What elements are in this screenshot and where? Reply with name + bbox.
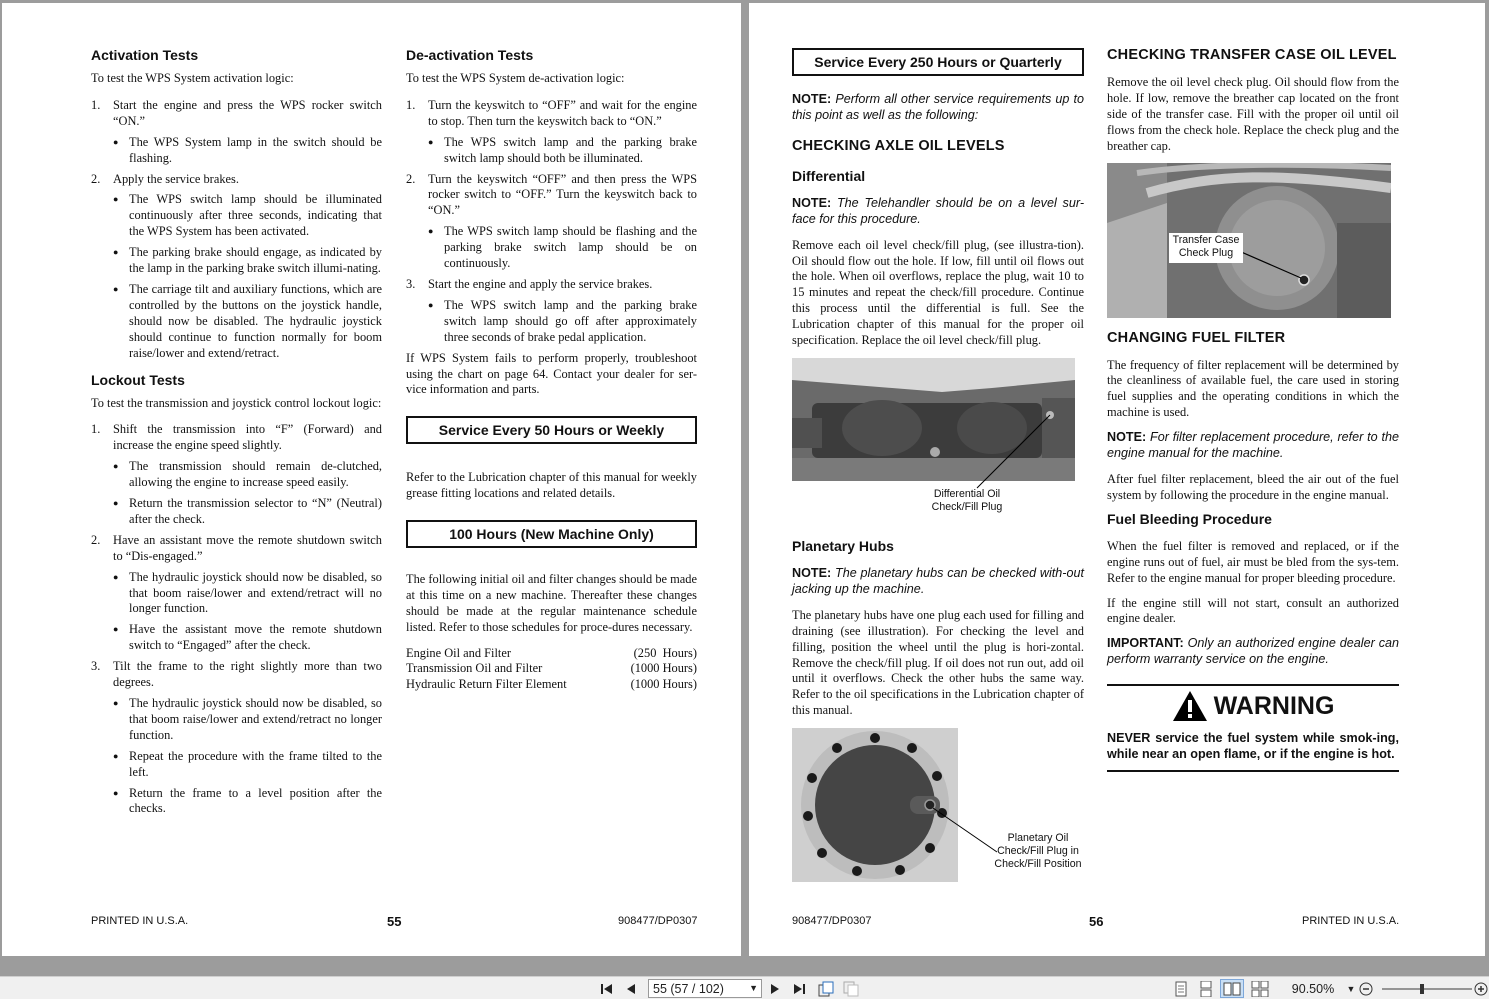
bullet-list [113,459,382,528]
bullet-item: ● Have the assistant move the remote shutdown switch to “Engaged” after the check. [113,622,382,654]
service-50-hours-heading: Service Every 50 Hours or Weekly [406,416,697,444]
engine-dealer-paragraph: If the engine still will not start, consult an authorized engine dealer. [1107,595,1399,626]
step-number: 3. [91,659,101,674]
deactivation-intro: To test the WPS System de-activation logic: [406,71,625,85]
warning-text: NEVER service the fuel system while smok-ing, while near an open flame, or if the engine is hot. [1107,731,1399,762]
fuel-bleeding-paragraph: When the fuel filter is removed and replaced, or if the engine runs out of fuel, air must be bled from the sys-tem. Refer to the engine manual for proper bleeding procedure. [1107,538,1399,585]
left-column-2 [406,47,697,693]
step-item [91,422,382,527]
viewer-toolbar [0,976,1489,999]
step-text: Apply the service brakes. [113,171,239,186]
warning-triangle-icon [1172,690,1208,722]
bullet-item: ● The WPS switch lamp should be illuminated continuously after three seconds, indicating that the WPS System has been activated. [113,192,382,240]
single-page-view-icon[interactable] [1172,979,1190,998]
activation-steps [91,98,382,362]
footer-doc-id: 908477/DP0307 [618,915,698,927]
bullet-item: ● The WPS switch lamp and the parking brake switch lamp should go off after approximately three seconds of brake pedal application. [428,298,697,346]
step-text: Turn the keyswitch “OFF” and then press the WPS rocker switch to “OFF.” Turn the keyswitch back to “ON.” [428,171,697,218]
step-number: 1. [91,422,101,437]
bullet-item: ● The WPS System lamp in the switch should be flashing. [113,135,382,167]
bullet-item: ● The hydraulic joystick should now be disabled, so that boom raise/lower and extend/retract will no longer function. [113,570,382,618]
step-text: Shift the transmission into “F” (Forward) and increase the engine speed slightly. [113,422,382,453]
transfer-case-callout: Transfer Case Check Plug [1172,233,1240,259]
bullet-item: ● Repeat the procedure with the frame tilted to the left. [113,749,382,781]
two-page-view-icon[interactable] [1220,979,1244,998]
lockout-tests-heading: Lockout Tests [91,371,185,388]
note-perform-all: NOTE: Perform all other service requirements up to this point as well as the following: [792,92,1085,122]
transfer-case-photo [1107,163,1391,318]
step-text: Have an assistant move the remote shutdown switch to “Dis-engaged.” [113,532,382,563]
important-note: IMPORTANT: Only an authorized engine dealer can perform warranty service on the engine. [1107,636,1399,667]
zoom-out-icon[interactable] [1357,979,1375,998]
left-column-1 [91,47,382,822]
footer-printed: PRINTED IN U.S.A. [1302,915,1400,927]
checking-axle-heading: CHECKING AXLE OIL LEVELS [792,137,1005,154]
footer-doc-id: 908477/DP0307 [792,915,872,927]
service-100-paragraph: The following initial oil and filter changes should be made at this time on a new machine. Thereafter these changes should be made at the regular maintenance schedule listed. Refer to those schedules for proce-dures necessary. [406,572,697,634]
step-text: Turn the keyswitch to “OFF” and wait for the engine to stop. Then turn the keyswitch back to “ON.” [428,97,697,128]
service-250-hours-heading: Service Every 250 Hours or Quarterly [792,48,1084,76]
step-number: 1. [406,97,416,112]
fuel-bleeding-heading: Fuel Bleeding Procedure [1107,510,1272,527]
right-column-2 [1107,47,1399,772]
step-number: 2. [91,532,101,547]
fuel-filter-paragraph: The frequency of filter replacement will be determined by the cleanliness of available fuel, the care used in storing fuel supplies and the operating conditions in which the machine is used. [1107,357,1399,420]
step-item [406,172,697,272]
changing-fuel-filter-heading: CHANGING FUEL FILTER [1107,329,1286,346]
activation-intro: To test the WPS System activation logic: [91,71,294,85]
bullet-list [428,298,697,346]
zoom-in-icon[interactable] [1474,979,1489,998]
page-55 [2,3,741,956]
table-row: Transmission Oil and Filter (1000 Hours) [406,661,697,676]
bullet-item: ● The WPS switch lamp and the parking brake switch lamp should both be illuminated. [428,135,697,167]
bullet-item: ● Return the frame to a level position after the checks. [113,786,382,818]
bullet-item: ● The carriage tilt and auxiliary functions, which are controlled by the buttons on the joystick handle, should now be disabled. The hydraulic joystick should continue to function normally for boom raise/lower and extend/retract. [113,282,382,362]
step-item [406,98,697,167]
right-column-1 [792,47,1084,888]
chevron-down-icon[interactable]: ▼ [749,983,758,993]
page-number: 56 [1089,914,1104,929]
two-page-continuous-view-icon[interactable] [1249,979,1271,998]
continuous-view-icon[interactable] [1197,979,1215,998]
initial-service-table [406,646,697,693]
go-back-view-icon[interactable] [817,979,835,998]
troubleshoot-paragraph: If WPS System fails to perform properly, troubleshoot using the chart on page 64. Contact your dealer for ser-vice information and parts. [406,350,697,397]
bullet-item: ● The transmission should remain de-clutched, allowing the engine to increase speed easily. [113,459,382,491]
note-no-jacking: NOTE: The planetary hubs can be checked with-out jacking up the machine. [792,565,1084,596]
lockout-steps [91,422,382,817]
deactivation-steps [406,98,697,346]
table-row: Hydraulic Return Filter Element (1000 Hours) [406,676,697,691]
step-text: Start the engine and press the WPS rocker switch “ON.” [113,97,382,128]
step-item [91,98,382,167]
lockout-intro: To test the transmission and joystick control lockout logic: [91,395,382,410]
previous-page-icon[interactable] [623,979,639,998]
planetary-callout: Planetary Oil Check/Fill Plug in Check/Fill Position [994,832,1082,871]
page-56 [749,3,1485,956]
bullet-list [113,135,382,167]
differential-photo [792,358,1084,518]
bullet-list [113,192,382,361]
bullet-list [428,224,697,272]
page-number: 55 [387,914,402,929]
differential-callout: Differential Oil Check/Fill Plug [931,487,1003,513]
step-item [91,533,382,654]
zoom-level[interactable]: 90.50% [1291,981,1335,996]
transfer-case-heading: CHECKING TRANSFER CASE OIL LEVEL [1107,47,1397,63]
warning-box [1107,684,1399,772]
bullet-item: ● The hydraulic joystick should now be disabled, so that boom raise/lower and extend/retract no longer function. [113,696,382,744]
step-item [406,277,697,346]
service-100-hours-heading: 100 Hours (New Machine Only) [406,520,697,548]
footer-printed: PRINTED IN U.S.A. [91,915,189,927]
bullet-list [113,570,382,655]
step-text: Start the engine and apply the service brakes. [428,276,653,291]
bullet-item: ● The parking brake should engage, as indicated by the lamp in the parking brake switch illumi-nating. [113,245,382,277]
note-filter-procedure: NOTE: For filter replacement procedure, refer to the engine manual for the machine. [1107,430,1400,461]
note-level-surface: NOTE: The Telehandler should be on a level sur-face for this procedure. [792,195,1085,226]
bullet-list [428,135,697,167]
planetary-paragraph: The planetary hubs have one plug each used for filling and draining (see illustration). For checking the level and filling, position the wheel until the plug is hori-zontal. Remove the check/fill plug. If oil does not run out, add oil until it overflows. Check the other hubs the same way. Refer to the oil specifications in the Lubrication chapter of this manual. [792,607,1084,718]
last-page-icon[interactable] [790,979,808,998]
bullet-item: ● Return the transmission selector to “N” (Neutral) after the check. [113,496,382,528]
step-number: 2. [406,171,416,186]
deactivation-tests-heading: De-activation Tests [406,47,534,63]
transfer-case-paragraph: Remove the oil level check plug. Oil should flow from the hole. If low, remove the breather cap located on the front side of the transfer case. Fill with the proper oil until oil flows from the check hole. Replace the check plug and the breather cap. [1107,75,1399,153]
warning-heading: WARNING [1107,690,1399,722]
zoom-slider[interactable] [1380,979,1474,998]
step-number: 1. [91,97,101,112]
next-page-icon[interactable] [767,979,783,998]
bullet-item: ● The WPS switch lamp should be flashing and the parking brake switch lamp should be on continuously. [428,224,697,272]
service-50-paragraph: Refer to the Lubrication chapter of this manual for weekly grease fitting locations and related details. [406,470,697,501]
fuel-after-paragraph: After fuel filter replacement, bleed the air out of the fuel system by following the procedure in the engine manual. [1107,471,1399,502]
activation-tests-heading: Activation Tests [91,47,199,63]
planetary-hubs-heading: Planetary Hubs [792,537,894,554]
bullet-list [113,696,382,817]
planetary-photo [792,728,1084,888]
step-number: 3. [406,276,416,291]
step-item [91,172,382,362]
table-row: Engine Oil and Filter (250 Hours) [406,645,697,660]
step-number: 2. [91,171,101,186]
first-page-icon[interactable] [598,979,616,998]
step-text: Tilt the frame to the right slightly more than two degrees. [113,659,382,690]
zoom-dropdown-icon[interactable]: ▼ [1346,983,1356,994]
differential-heading: Differential [792,167,866,184]
go-forward-view-icon[interactable] [842,979,860,998]
transfer-case-illustration [1107,163,1391,318]
step-item [91,659,382,817]
differential-paragraph: Remove each oil level check/fill plug, (see illustra-tion). Oil should flow out the hole. If low, fill until oil flows out the hole. When oil overflows, replace the plug, wait 10 to 15 minutes and repeat the check/fill procedure. Continue this process until the differential is full. See the Lubrication chapter of this manual for the proper oil specification. Replace the oil level check/fill plug. [792,237,1084,348]
page-number-field[interactable]: 55 (57 / 102) ▼ [648,979,762,998]
